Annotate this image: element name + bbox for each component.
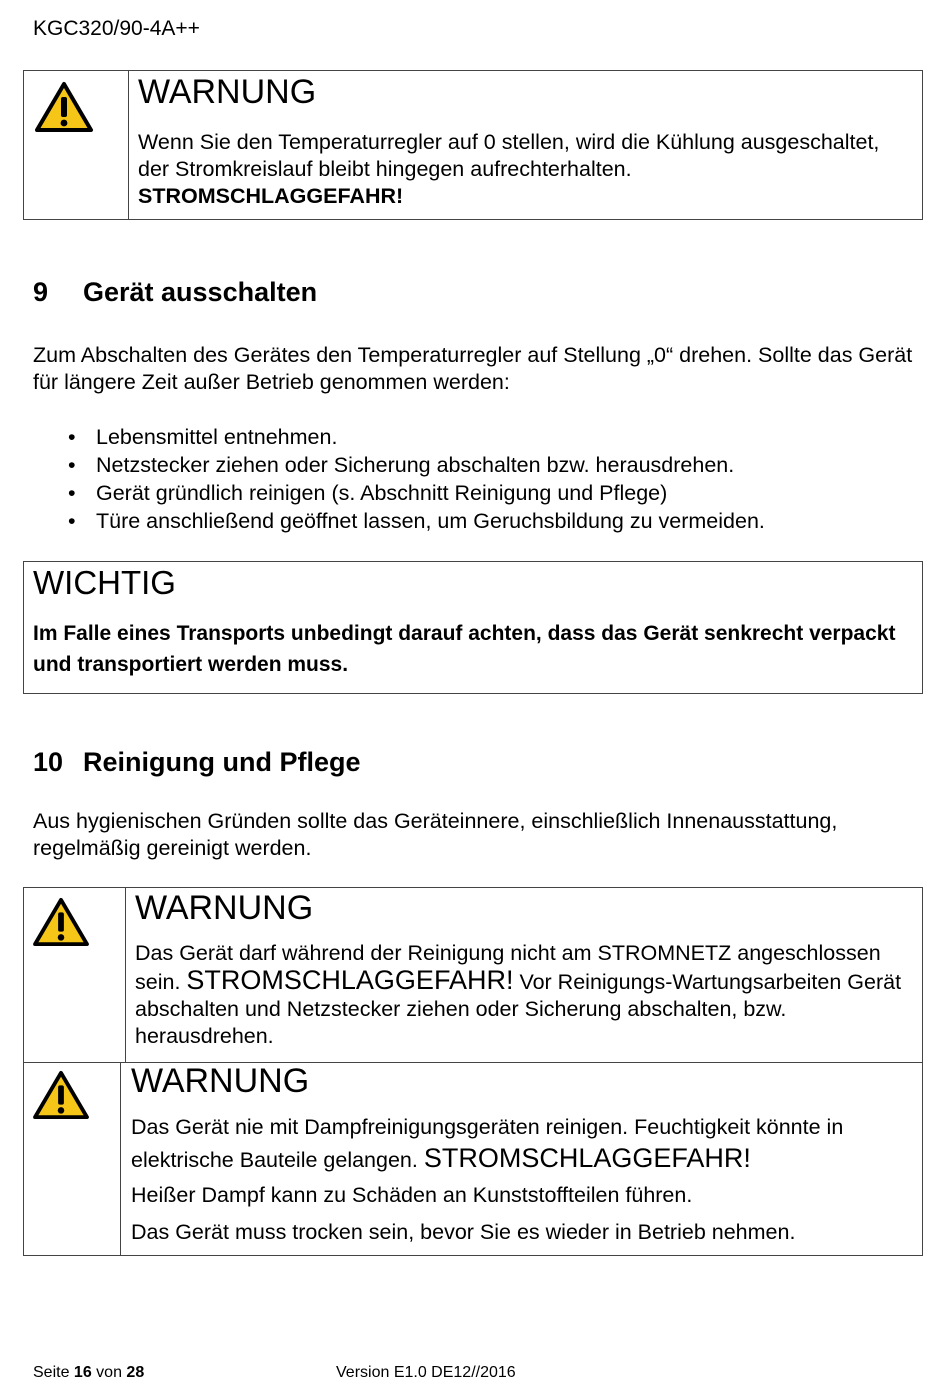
warning-text-body: Vor Reinigungs-Wartungsarbeiten Gerät abschalten und Netzstecker ziehen oder Sicherung abschalten, bzw. herausdrehen. — [135, 970, 902, 1048]
section-title: Gerät ausschalten — [83, 277, 318, 307]
document-model-header: KGC320/90-4A++ — [33, 17, 200, 40]
warning-text-line: Das Gerät muss trocken sein, bevor Sie es wieder in Betrieb nehmen. — [131, 1220, 796, 1244]
warning-box-divider — [128, 71, 129, 219]
page-current: 16 — [73, 1364, 92, 1381]
section-10-intro: Aus hygienischen Gründen sollte das Geräteinnere, einschließlich Innenausstattung, regelmäßig gereinigt werden. — [33, 809, 838, 860]
page-prefix: Seite — [33, 1364, 70, 1381]
warning-box-divider — [125, 888, 126, 1062]
list-item: • Türe anschließend geöffnet lassen, um Geruchsbildung zu vermeiden. — [33, 507, 923, 535]
important-title: WICHTIG — [33, 564, 176, 601]
section-number: 9 — [33, 277, 49, 307]
important-text: Im Falle eines Transports unbedingt darauf achten, dass das Gerät senkrecht verpackt und transportiert werden muss. — [33, 622, 896, 676]
warning-triangle-icon — [32, 897, 90, 947]
warning-box-temperature — [23, 70, 923, 220]
warning-text-line: Heißer Dampf kann zu Schäden an Kunststoffteilen führen. — [131, 1183, 693, 1207]
warning-emphasis: STROMSCHLAGGEFAHR! — [423, 1143, 751, 1173]
warning-text — [131, 1112, 916, 1176]
page-separator: von — [96, 1364, 122, 1381]
list-item: • Gerät gründlich reinigen (s. Abschnitt Reinigung und Pflege) — [33, 479, 923, 507]
section-number: 10 — [33, 747, 64, 777]
warning-triangle-icon — [34, 81, 94, 133]
warning-emphasis: STROMSCHLAGGEFAHR! — [138, 184, 404, 208]
warning-box-cleaning — [23, 887, 923, 1256]
page-total: 28 — [126, 1364, 145, 1381]
page-number — [33, 1364, 144, 1382]
section-9-intro: Zum Abschalten des Gerätes den Temperaturregler auf Stellung „0“ drehen. Sollte das Gerät für längere Zeit außer Betrieb genommen werden: — [33, 343, 913, 394]
warning-title: WARNUNG — [131, 1062, 310, 1100]
important-box — [23, 561, 923, 694]
list-item: • Netzstecker ziehen oder Sicherung abschalten bzw. herausdrehen. — [33, 451, 923, 479]
warning-text — [138, 129, 898, 210]
list-item: • Lebensmittel entnehmen. — [33, 423, 923, 451]
warning-text-body: Das Gerät nie mit Dampfreinigungsgeräten reinigen. Feuchtigkeit könnte in elektrische Bauteile gelangen. — [131, 1115, 844, 1172]
warning-text-body: Wenn Sie den Temperaturregler auf 0 stellen, wird die Kühlung ausgeschaltet, der Stromkreislauf bleibt hingegen aufrechterhalten. — [138, 130, 880, 181]
warning-box-divider — [120, 1062, 121, 1255]
section-9-heading — [33, 277, 317, 308]
section-10-heading — [33, 747, 361, 778]
warning-emphasis: STROMSCHLAGGEFAHR! — [186, 965, 514, 995]
section-title: Reinigung und Pflege — [83, 747, 361, 777]
warning-triangle-icon — [32, 1070, 90, 1120]
warning-title: WARNUNG — [138, 73, 317, 111]
version-label: Version E1.0 DE12//2016 — [336, 1364, 516, 1381]
warning-title: WARNUNG — [135, 889, 314, 927]
warning-text-body: Das Gerät darf während der Reinigung nicht am STROMNETZ angeschlossen sein. — [135, 941, 881, 994]
section-9-bullet-list — [33, 423, 923, 535]
warning-text — [135, 940, 915, 1050]
